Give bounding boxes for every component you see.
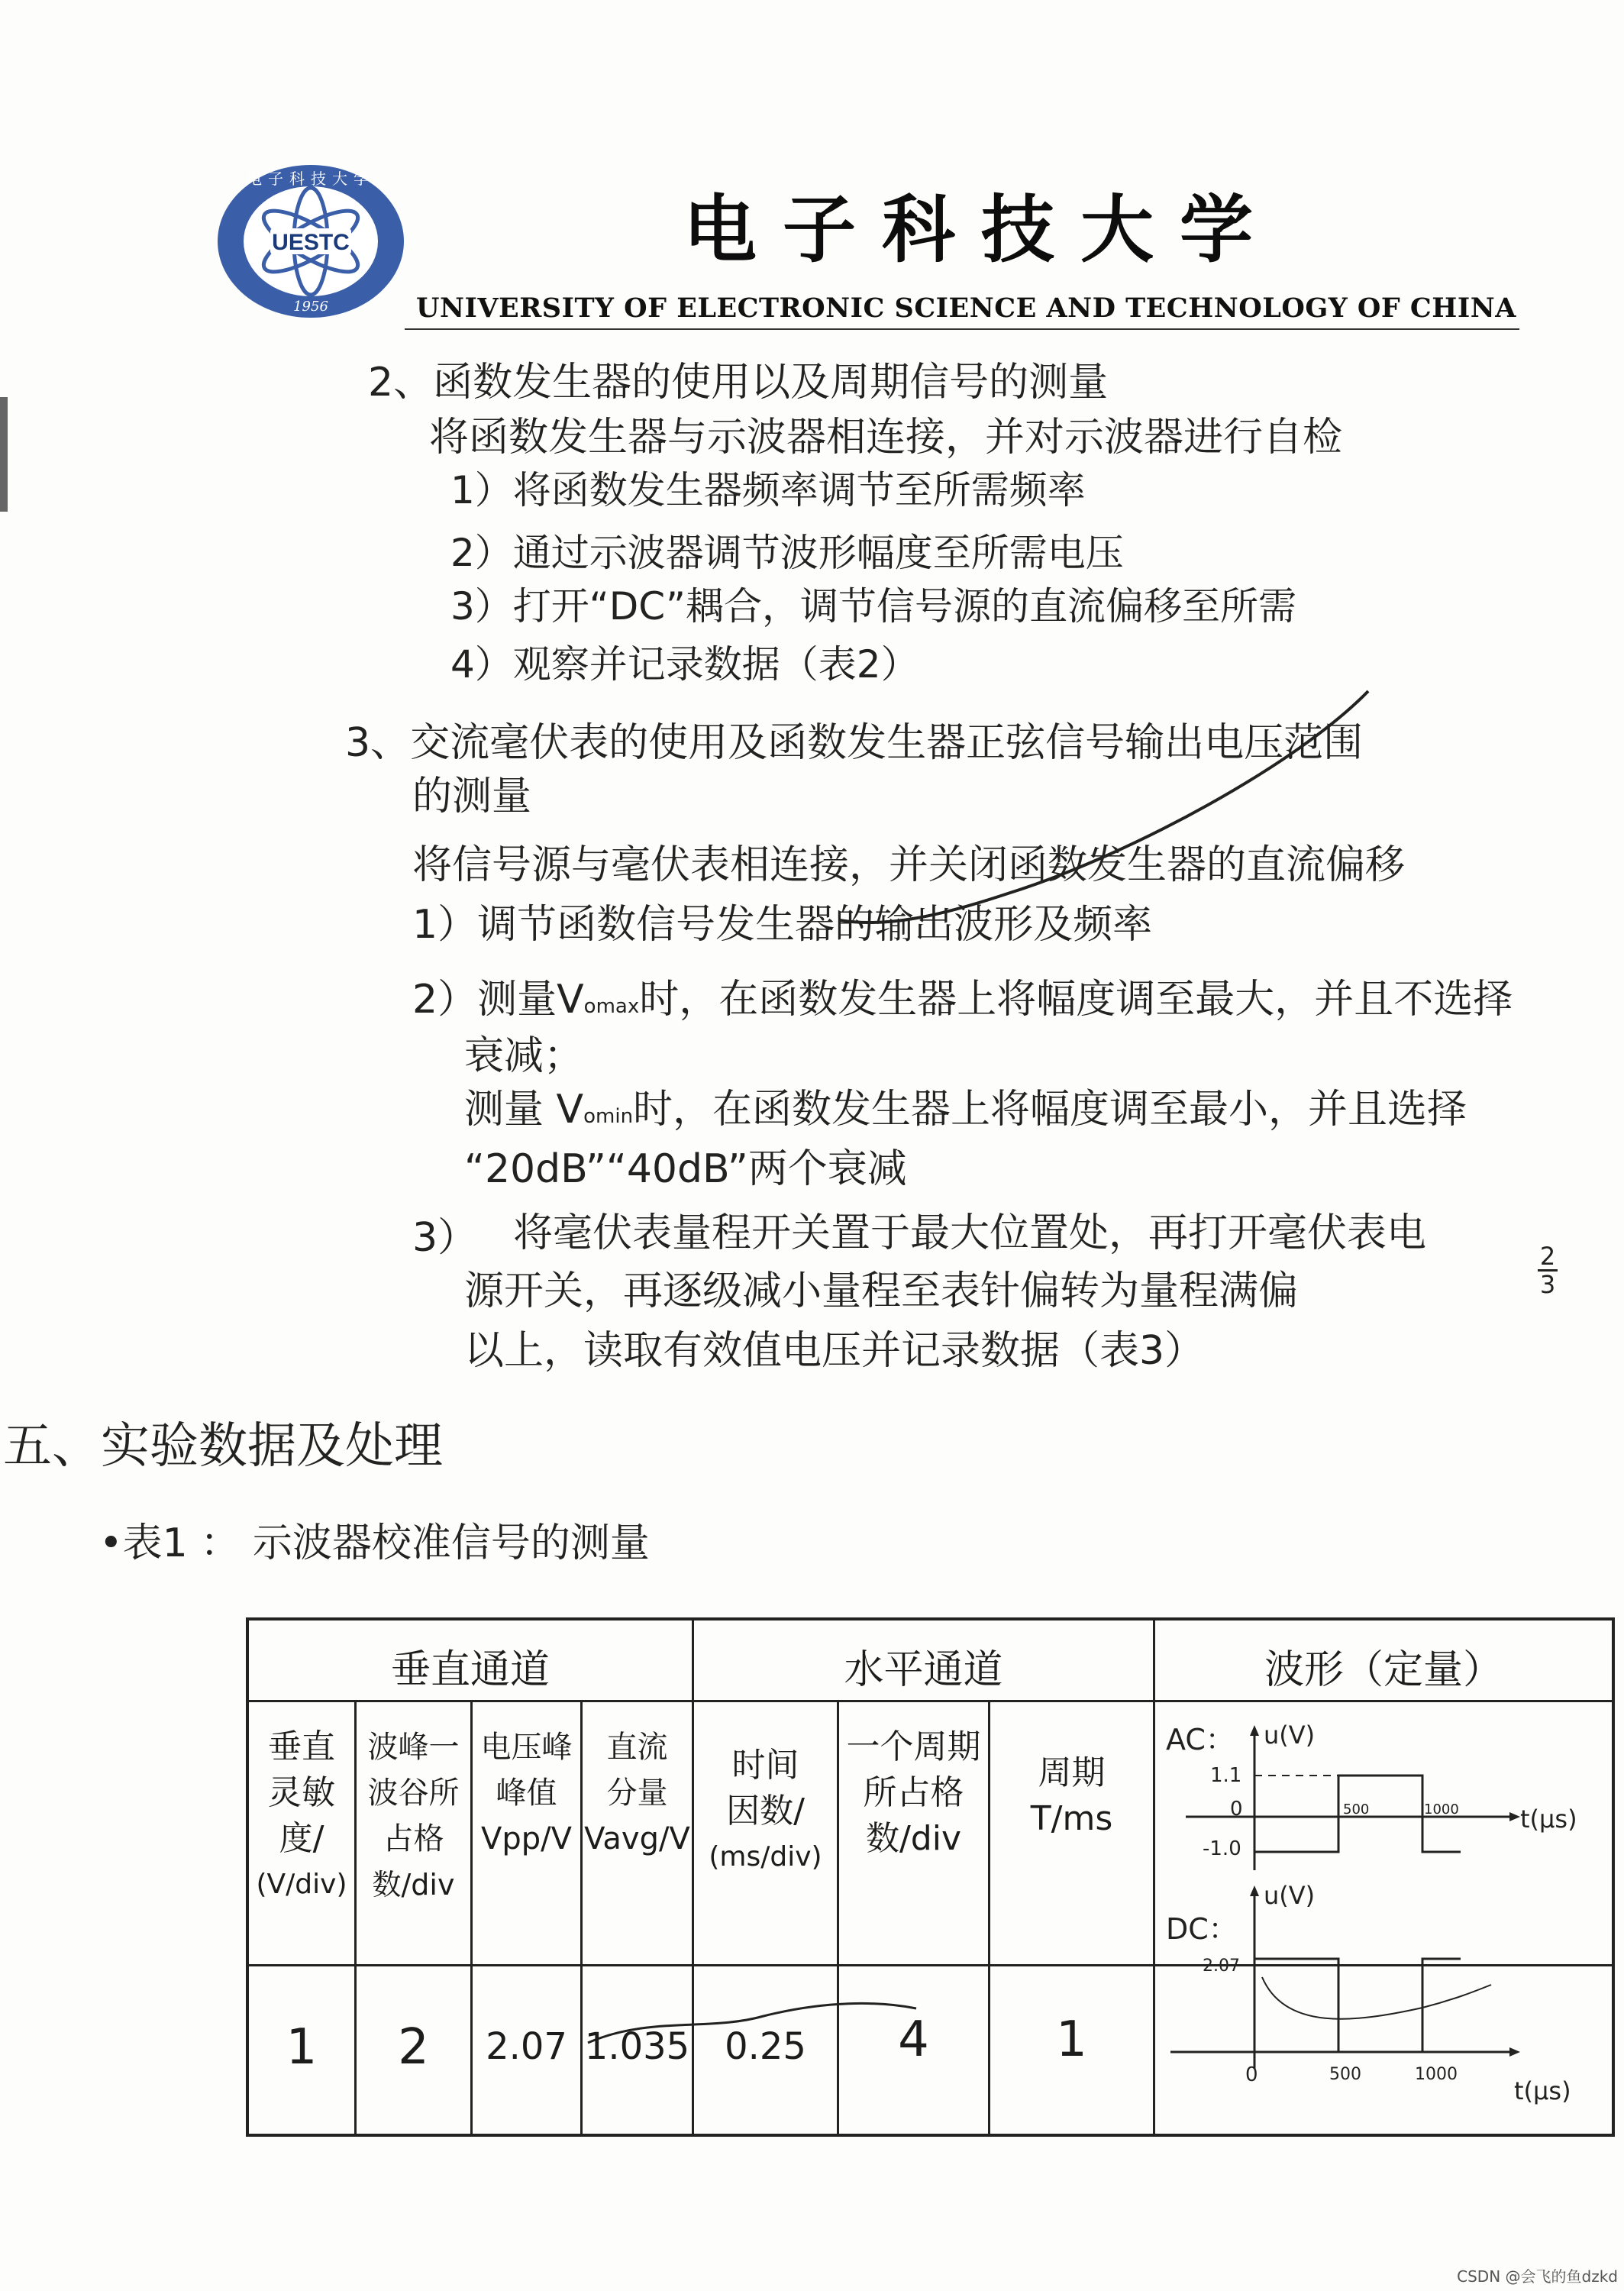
group-header-waveform: 波形（定量） <box>1264 1647 1503 1693</box>
col-header-3-line3: Vpp/V <box>481 1821 572 1856</box>
dc-x-axis-label: t(μs) <box>1514 2076 1571 2105</box>
col-header-3-line2: 峰值 <box>496 1776 557 1811</box>
ac-y-tick-high: 1.1 <box>1210 1764 1242 1787</box>
dc-label: DC： <box>1166 1912 1238 1946</box>
col-header-peak-trough-div <box>357 1724 470 1908</box>
section2-step-3: 3）打开“DC”耦合，调节信号源的直流偏移至所需 <box>450 584 1296 628</box>
section2-step-2: 2）通过示波器调节波形幅度至所需电压 <box>450 531 1124 575</box>
col-header-time-factor <box>694 1743 837 1880</box>
university-name-cn: 电子科技大学 <box>683 186 1279 273</box>
col-header-4-line2: 分量 <box>606 1776 668 1811</box>
section3-step-2-line4: “20dB”“40dB”两个衰减 <box>464 1146 907 1192</box>
col-header-1-line1: 垂直 <box>268 1727 335 1766</box>
value-vpp: 2.07 <box>486 2025 567 2068</box>
col-header-period-t <box>990 1750 1153 1842</box>
ac-y-tick-low: -1.0 <box>1203 1837 1241 1860</box>
col-header-2-line1: 波峰一 <box>367 1730 460 1765</box>
col-header-vpp <box>473 1724 580 1862</box>
col-header-4-line3: Vavg/V <box>584 1821 690 1856</box>
pen-stroke-section3 <box>840 691 1368 923</box>
ac-y-axis-label: u(V) <box>1264 1721 1316 1750</box>
dc-x-arrow-icon <box>1509 2047 1520 2057</box>
dc-y-tick-zero: 0 <box>1245 2063 1258 2086</box>
group-header-horizontal: 水平通道 <box>844 1647 1003 1693</box>
section5-heading: 五、实验数据及处理 <box>3 1418 443 1475</box>
footer-watermark: CSDN @会飞的鱼dzkd <box>1457 2267 1618 2286</box>
section2-step-4: 4）观察并记录数据（表2） <box>450 642 919 687</box>
ac-y-tick-zero: 0 <box>1230 1798 1243 1821</box>
value-time-factor: 0.25 <box>725 2025 806 2068</box>
dc-x-tick-1000: 1000 <box>1415 2065 1458 2084</box>
col-header-1-line4: (V/div) <box>256 1869 347 1900</box>
section2-heading: 2、函数发生器的使用以及周期信号的测量 <box>368 360 1109 406</box>
col-header-2-line2: 波谷所 <box>367 1776 460 1811</box>
section3-step-2-line2: 衰减； <box>464 1033 584 1079</box>
col-header-6-line2: 所占格 <box>863 1773 964 1812</box>
section3-step-1: 1）调节函数信号发生器的输出波形及频率 <box>412 902 1153 948</box>
section3-step-3-line1: 将毫伏表量程开关置于最大位置处，再打开毫伏表电 <box>513 1210 1427 1256</box>
col-header-5-line1: 时间 <box>731 1746 799 1785</box>
step2-vomin-prefix: 测量 V <box>464 1087 584 1133</box>
dc-y-axis-label: u(V) <box>1264 1881 1316 1910</box>
col-header-2-line4: 数/div <box>372 1868 455 1902</box>
fraction-numerator: 2 <box>1539 1242 1556 1271</box>
section2-step-1: 1）将函数发生器频率调节至所需频率 <box>450 468 1086 512</box>
value-v-sensitivity: 1 <box>286 2019 318 2076</box>
step2-vomax-subscript: omax <box>583 995 640 1018</box>
dc-y-tick-high: 2.07 <box>1203 1957 1240 1976</box>
col-header-6-line1: 一个周期 <box>846 1727 981 1766</box>
col-header-3-line1: 电压峰 <box>480 1730 573 1765</box>
dc-y-arrow-icon <box>1250 1885 1259 1896</box>
logo-ring-text: 电子科技大学 <box>247 170 375 188</box>
logo-badge-text: UESTC <box>272 230 350 255</box>
step2-vomax-text: 时，在函数发生器上将幅度调至最大，并且不选择 <box>639 977 1513 1023</box>
step2-vomin-text: 时，在函数发生器上将幅度调至最小，并且选择 <box>633 1087 1467 1133</box>
waveform-sketch <box>1155 1702 1612 2130</box>
ac-x-arrow-icon <box>1509 1812 1520 1821</box>
col-header-period-div <box>839 1724 988 1862</box>
value-period-div: 4 <box>898 2011 929 2068</box>
value-peak-trough-div: 2 <box>398 2019 429 2076</box>
col-header-5-line3: (ms/div) <box>709 1841 822 1873</box>
dc-x-tick-500: 500 <box>1329 2065 1361 2084</box>
section3-step-3-line3: 以上，读取有效值电压并记录数据（表3） <box>464 1328 1205 1374</box>
ac-x-axis-label: t(μs) <box>1520 1805 1577 1834</box>
dc-pen-curve <box>1262 1977 1491 2019</box>
section3-heading-line2: 的测量 <box>412 774 532 819</box>
step2-vomax-prefix: 2）测量V <box>412 977 584 1023</box>
table1 <box>246 1617 1615 2137</box>
col-header-4-line1: 直流 <box>606 1730 668 1765</box>
col-header-7-line1: 周期 <box>1038 1753 1106 1792</box>
logo-year: 1956 <box>293 299 328 315</box>
section3-step-3-line2: 源开关，再逐级减小量程至表针偏转为量程满偏 <box>464 1268 1299 1314</box>
col-header-7-line2: T/ms <box>1030 1799 1113 1838</box>
university-name-en: UNIVERSITY OF ELECTRONIC SCIENCE AND TECHNOLOGY OF CHINA <box>416 292 1516 324</box>
ac-label: AC： <box>1166 1723 1235 1756</box>
col-header-1-line2: 灵敏 <box>268 1773 335 1812</box>
col-header-1-line3: 度/ <box>279 1819 324 1858</box>
fraction-denominator: 3 <box>1539 1270 1556 1299</box>
col-header-5-line2: 因数/ <box>726 1792 805 1831</box>
section3-step-3-number: 3） <box>412 1215 478 1261</box>
step2-vomin-subscript: omin <box>583 1105 634 1128</box>
col-header-2-line3: 占格 <box>383 1821 444 1856</box>
col-header-v-sensitivity <box>249 1724 354 1908</box>
group-header-vertical: 垂直通道 <box>390 1647 550 1693</box>
section2-intro: 将函数发生器与示波器相连接，并对示波器进行自检 <box>429 415 1343 460</box>
col-header-6-line3: 数/div <box>865 1819 962 1858</box>
ac-y-arrow-icon <box>1250 1725 1259 1736</box>
value-vavg: 1.035 <box>584 2025 690 2068</box>
table1-caption: •表1 ： 示波器校准信号的测量 <box>99 1520 650 1566</box>
value-period-t: 1 <box>1056 2011 1087 2068</box>
section3-heading-line1: 3、交流毫伏表的使用及函数发生器正弦信号输出电压范围 <box>345 720 1364 766</box>
ac-x-tick-500: 500 <box>1343 1801 1370 1818</box>
section3-intro: 将信号源与毫伏表相连接，并关闭函数发生器的直流偏移 <box>412 842 1406 888</box>
ac-x-tick-1000: 1000 <box>1424 1801 1459 1818</box>
col-header-vavg <box>583 1724 692 1862</box>
